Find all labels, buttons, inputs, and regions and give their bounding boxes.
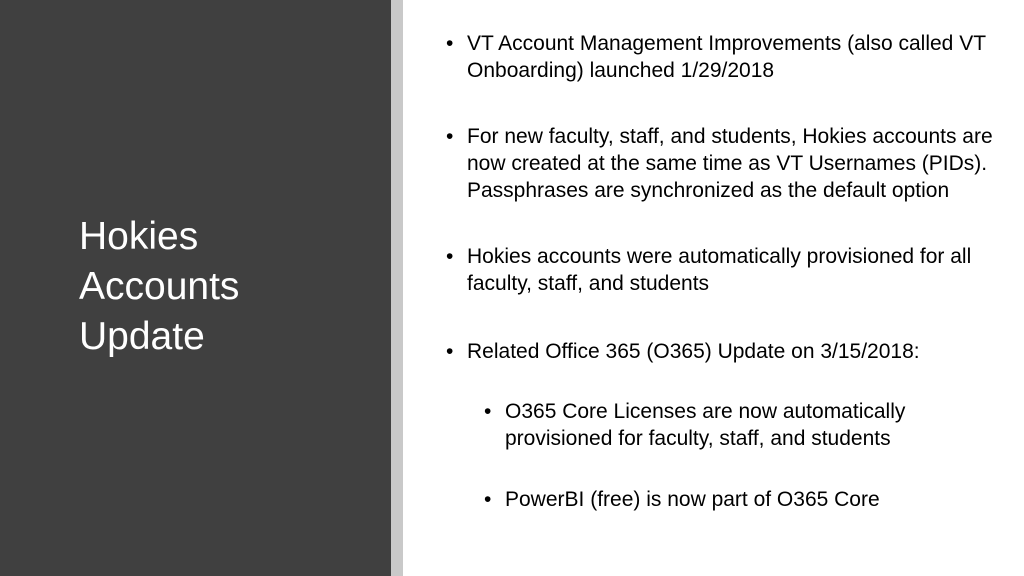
sub-bullet-item: • PowerBI (free) is now part of O365 Core (484, 486, 996, 513)
bullet-item: • Related Office 365 (O365) Update on 3/15/2018: (446, 338, 996, 365)
bullet-item: • VT Account Management Improvements (also called VT Onboarding) launched 1/29/2018 (446, 30, 996, 84)
bullet-item: • Hokies accounts were automatically provisioned for all faculty, staff, and students (446, 243, 996, 297)
sub-bullet-item: • O365 Core Licenses are now automatically provisioned for faculty, staff, and students (484, 398, 996, 452)
title-line: Accounts (79, 265, 240, 308)
bullet-item: • For new faculty, staff, and students, Hokies accounts are now created at the same time as VT Usernames (PIDs). Passphrases are synchronized as the default option (446, 123, 996, 204)
title-line: Update (79, 315, 205, 358)
title-panel (0, 0, 391, 576)
panel-divider (391, 0, 403, 576)
slide-title (79, 212, 379, 362)
title-line: Hokies (79, 215, 199, 258)
bullet-list (446, 30, 996, 513)
